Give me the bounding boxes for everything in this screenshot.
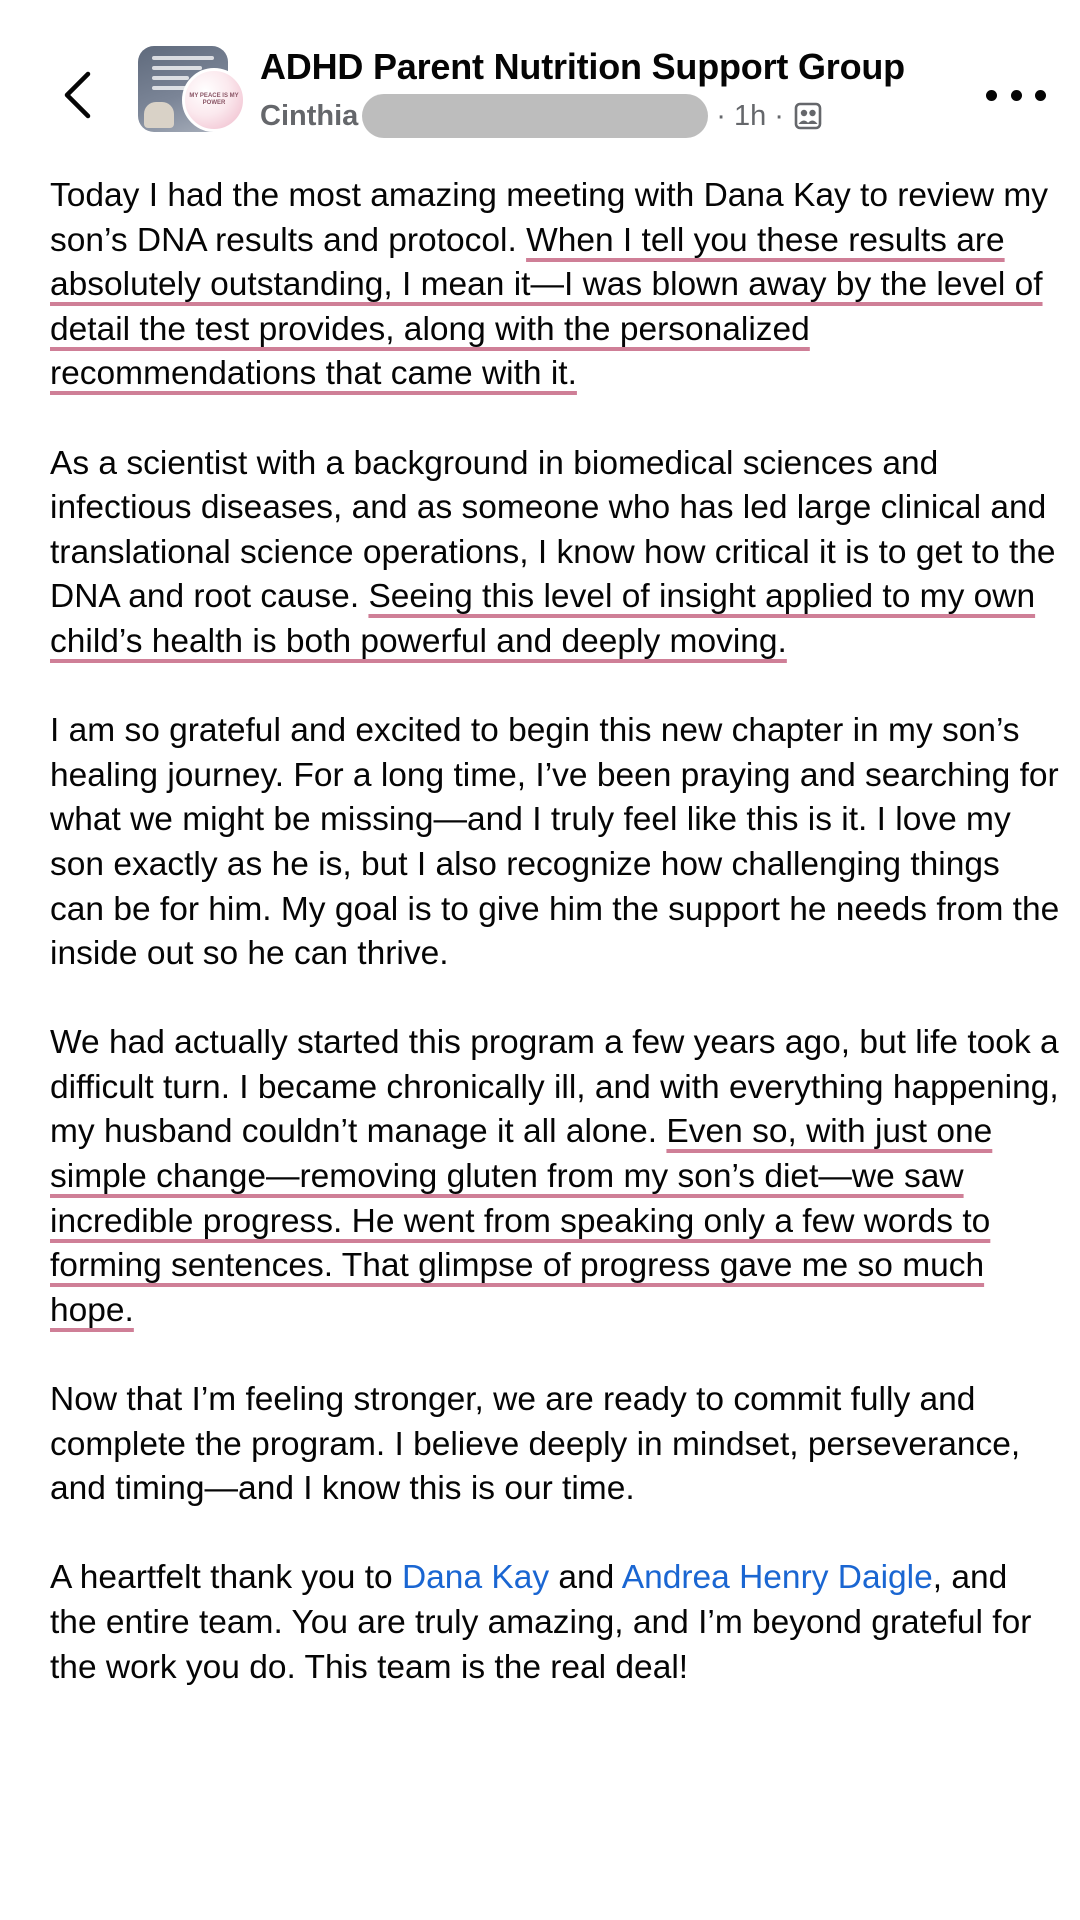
author-avatar[interactable] xyxy=(182,68,246,132)
paragraph-text: Now that I’m feeling stronger, we are ready to commit fully and complete the program. I believe deeply in mindset, perseverance, and timing—and I know this is our time. xyxy=(50,1381,1021,1508)
chevron-left-icon xyxy=(62,70,92,120)
post-timestamp[interactable]: 1h xyxy=(733,99,767,132)
post-paragraph-1 xyxy=(50,174,1060,397)
more-dot xyxy=(1011,90,1022,101)
meta-separator: · xyxy=(716,99,726,132)
post-paragraph-5 xyxy=(50,1378,1060,1512)
paragraph-text: I am so grateful and excited to begin this new chapter in my son’s healing journey. For a long time, I’ve been praying and searching for what we might be missing—and I truly feel like this is it. I love my son exactly as he is, but I also recognize how challenging things can be for him. My goal is to give him the support he needs from the inside out so he can thrive. xyxy=(50,712,1060,973)
more-horizontal-icon xyxy=(986,90,997,101)
highlighted-text: When I tell you these results are absolutely outstanding, I mean it—I was blown away by the level of detail the test provides, along with the personalized recommendations that came with it. xyxy=(50,221,1043,393)
post-meta xyxy=(260,96,822,136)
paragraph-text: and xyxy=(549,1559,622,1597)
mention-dana-kay[interactable]: Dana Kay xyxy=(401,1559,550,1597)
redacted-name-block xyxy=(362,94,708,138)
more-dot xyxy=(1035,90,1046,101)
author-name[interactable]: Cinthia xyxy=(260,99,359,132)
paragraph-text: Today I had the most amazing meeting with Dana Kay to review my son’s DNA results and protocol. xyxy=(50,177,1049,259)
back-button[interactable] xyxy=(52,62,102,128)
more-options-button[interactable] xyxy=(986,80,1046,110)
paragraph-text: We had actually started this program a few years ago, but life took a difficult turn. I became chronically ill, and with everything happening, my husband couldn’t manage it all alone. xyxy=(50,1024,1059,1151)
group-avatar-figure xyxy=(144,102,174,128)
post-paragraph-3 xyxy=(50,709,1060,977)
group-members-icon xyxy=(794,102,822,130)
post-paragraph-6 xyxy=(50,1556,1060,1690)
paragraph-text: A heartfelt thank you to xyxy=(50,1559,402,1597)
group-title[interactable]: ADHD Parent Nutrition Support Group xyxy=(260,46,905,87)
meta-separator: · xyxy=(774,99,784,132)
post-body xyxy=(50,174,1060,1735)
post-paragraph-2 xyxy=(50,442,1060,665)
highlighted-text: Even so, with just one simple change—removing gluten from my son’s diet—we saw incredible progress. He went from speaking only a few words to forming sentences. That glimpse of progress gave me so much hope. xyxy=(50,1113,993,1329)
post-header xyxy=(0,0,1080,150)
paragraph-text: As a scientist with a background in biomedical sciences and infectious diseases, and as someone who has led large clinical and translational science operations, I know how critical it is to get to the DNA and root cause. xyxy=(50,444,1056,616)
post-paragraph-4 xyxy=(50,1021,1060,1333)
paragraph-text: , and the entire team. You are truly amazing, and I’m beyond grateful for the work you do. This team is the real deal! xyxy=(50,1559,1032,1686)
author-avatar-text: MY PEACE IS MY POWER xyxy=(189,93,239,106)
highlighted-text: Seeing this level of insight applied to my own child’s health is both powerful and deeply moving. xyxy=(50,578,1036,660)
mention-andrea-henry-daigle[interactable]: Andrea Henry Daigle xyxy=(621,1559,933,1597)
